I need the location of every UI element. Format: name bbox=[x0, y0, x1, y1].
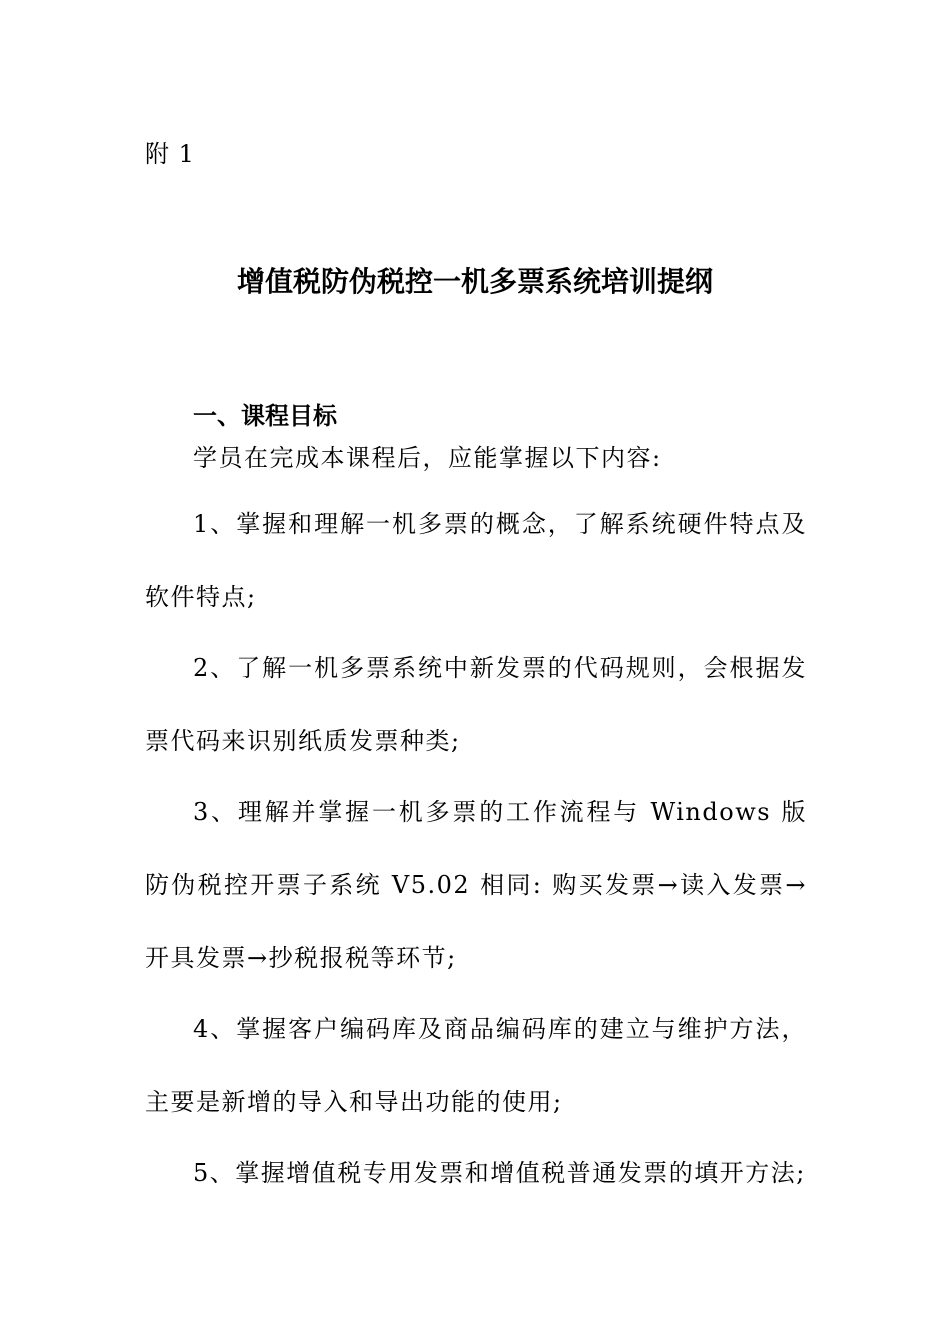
objective-item-4: 4、掌握客户编码库及商品编码库的建立与维护方法，主要是新增的导入和导出功能的使用; bbox=[145, 1015, 807, 1116]
objective-item-5: 5、掌握增值税专用发票和增值税普通发票的填开方法; bbox=[193, 1159, 806, 1187]
objective-item-2: 2、了解一机多票系统中新发票的代码规则，会根据发票代码来识别纸质发票种类; bbox=[145, 654, 807, 755]
section-heading-course-objectives: 一、课程目标 bbox=[193, 402, 337, 430]
objective-item-1: 1、掌握和理解一机多票的概念，了解系统硬件特点及软件特点; bbox=[145, 510, 807, 611]
annex-label: 附 1 bbox=[145, 140, 195, 168]
section-intro-paragraph: 学员在完成本课程后，应能掌握以下内容: bbox=[193, 444, 662, 472]
objective-item-3: 3、理解并掌握一机多票的工作流程与 Windows 版防伪税控开票子系统 V5.02 相同: 购买发票→读入发票→开具发票→抄税报税等环节; bbox=[145, 798, 807, 972]
document-title: 增值税防伪税控一机多票系统培训提纲 bbox=[236, 265, 713, 298]
